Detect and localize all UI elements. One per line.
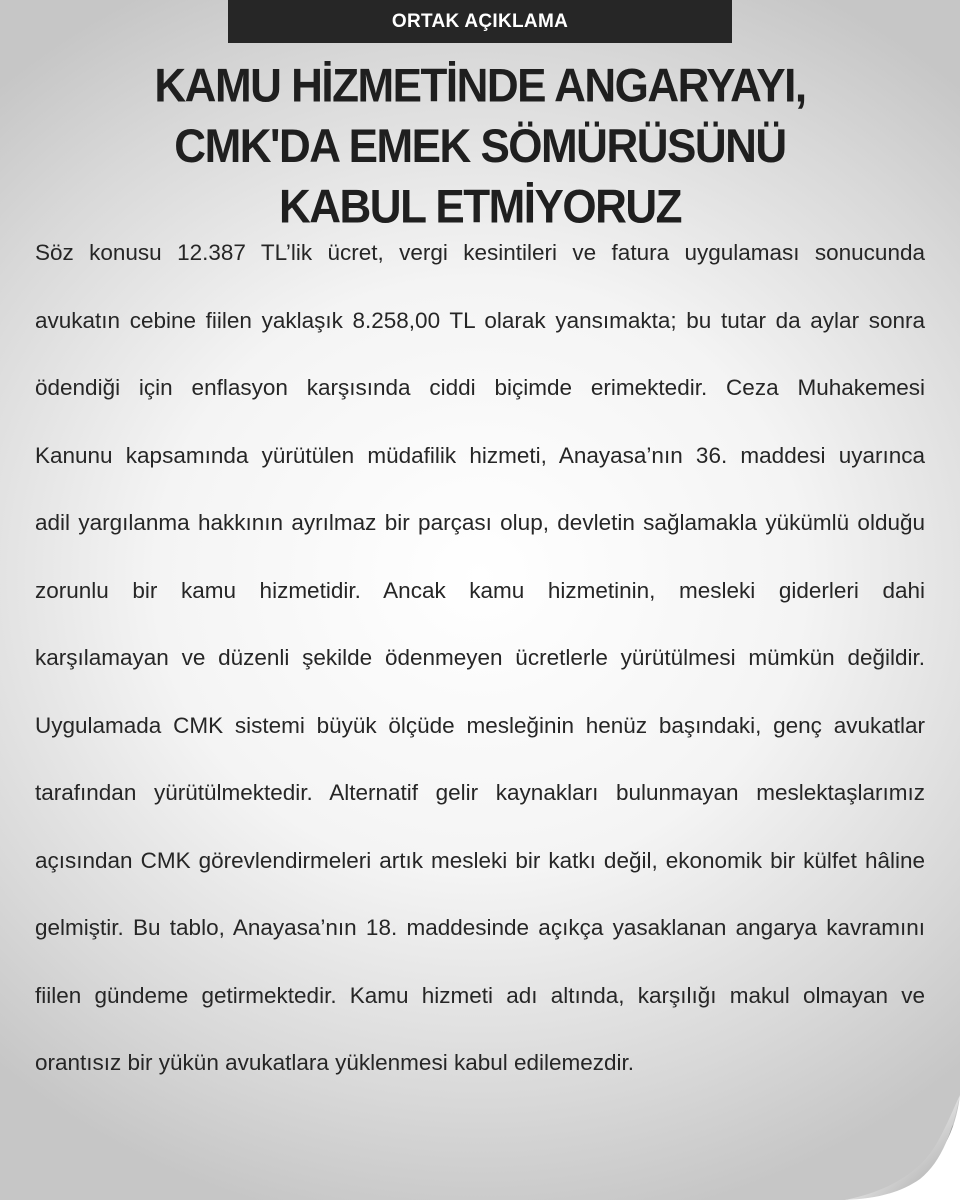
body-line: Söz konusu 12.387 TL’lik ücret, vergi kesintileri ve fatura uygulaması sonucunda	[35, 240, 925, 265]
page-curl-icon	[830, 1075, 960, 1200]
body-line: avukatın cebine fiilen yaklaşık 8.258,00 TL olarak yansımakta; bu tutar da aylar sonra	[35, 307, 925, 333]
body-line: gelmiştir. Bu tablo, Anayasa’nın 18. maddesinde açıkça yasaklanan angarya kavramını	[35, 915, 925, 940]
statement-banner	[228, 0, 732, 43]
body-line: adil yargılanma hakkının ayrılmaz bir parçası olup, devletin sağlamakla yükümlü olduğu	[35, 510, 925, 535]
statement-body	[35, 231, 925, 1109]
body-line: fiilen gündeme getirmektedir. Kamu hizmeti adı altında, karşılığı makul olmayan ve	[35, 982, 925, 1008]
headline	[60, 56, 900, 237]
headline-line: KAMU HİZMETİNDE ANGARYAYI,	[154, 59, 806, 113]
body-line: orantısız bir yükün avukatlara yüklenmesi kabul edilemezdir.	[35, 1050, 635, 1075]
body-line: Uygulamada CMK sistemi büyük ölçüde mesleğinin henüz başındaki, genç avukatlar	[35, 712, 925, 738]
body-line: ödendiği için enflasyon karşısında ciddi biçimde erimektedir. Ceza Muhakemesi	[35, 375, 925, 400]
body-line: karşılamayan ve düzenli şekilde ödenmeyen ücretlerle yürütülmesi mümkün değildir.	[35, 645, 925, 670]
body-line: açısından CMK görevlendirmeleri artık mesleki bir katkı değil, ekonomik bir külfet hâline	[35, 847, 925, 873]
body-line: Kanunu kapsamında yürütülen müdafilik hizmeti, Anayasa’nın 36. maddesi uyarınca	[35, 442, 925, 468]
headline-line: CMK'DA EMEK SÖMÜRÜSÜNÜ	[174, 119, 786, 173]
body-line: tarafından yürütülmektedir. Alternatif gelir kaynakları bulunmayan meslektaşlarımız	[35, 780, 925, 805]
body-line: zorunlu bir kamu hizmetidir. Ancak kamu hizmetinin, mesleki giderleri dahi	[35, 577, 925, 603]
banner-label: ORTAK AÇIKLAMA	[391, 10, 569, 32]
headline-line: KABUL ETMİYORUZ	[278, 180, 681, 234]
